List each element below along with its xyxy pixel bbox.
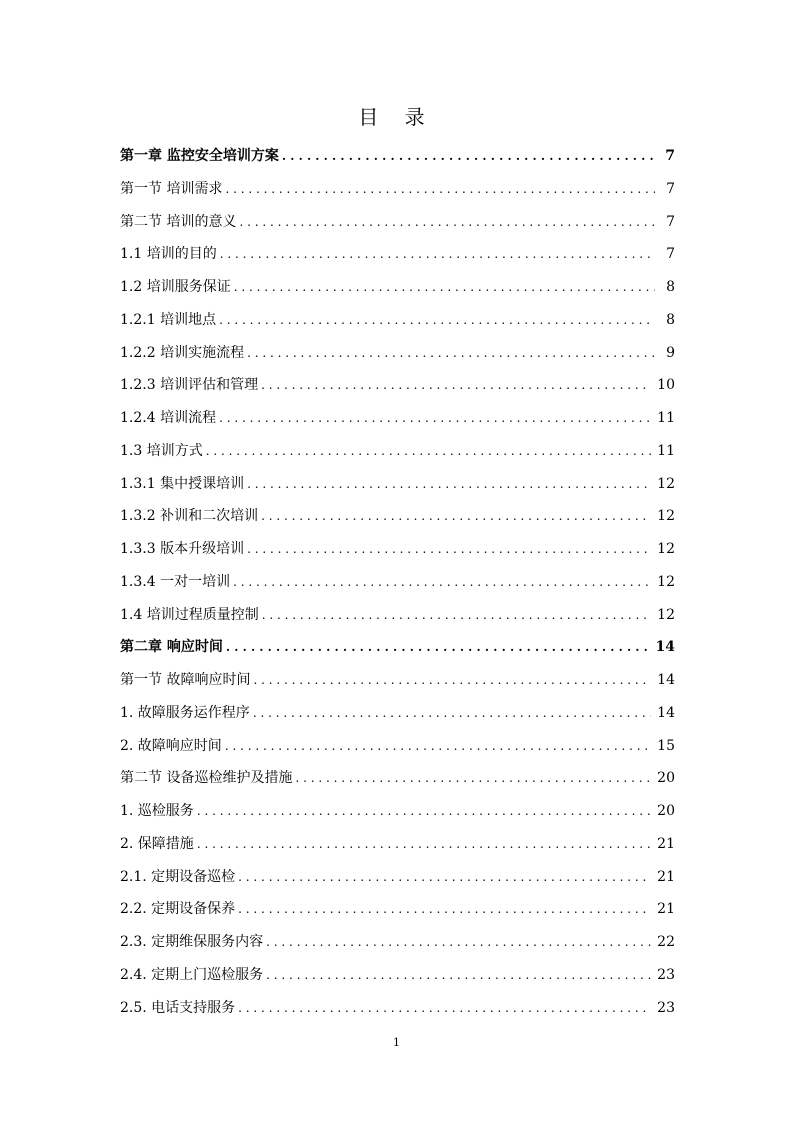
toc-entry-label: 2.4. 定期上门巡检服务 — [120, 966, 264, 983]
toc-leader-dots — [261, 500, 651, 533]
toc-entry-label: 1.3 培训方式 — [120, 442, 203, 459]
toc-entry[interactable] — [120, 337, 675, 370]
toc-entry-label: 1.3.1 集中授课培训 — [120, 475, 245, 492]
toc-entry-label: 1.2.2 培训实施流程 — [120, 344, 245, 361]
toc-entry-page: 21 — [657, 868, 675, 885]
toc-entry-page: 11 — [657, 410, 675, 426]
toc-entry[interactable] — [120, 468, 675, 501]
toc-entry[interactable] — [120, 795, 675, 828]
toc-entry-label: 1.2.3 培训评估和管理 — [120, 377, 259, 394]
toc-entry-page: 7 — [666, 246, 675, 263]
toc-entry-page: 9 — [666, 344, 675, 361]
toc-entry-page: 22 — [657, 934, 675, 950]
toc-entry[interactable] — [120, 664, 675, 697]
toc-leader-dots — [247, 337, 655, 370]
toc-entry-label: 2.2. 定期设备保养 — [120, 901, 236, 918]
toc-entry-label: 第一章 监控安全培训方案 — [120, 148, 279, 164]
toc-entry-page: 20 — [657, 803, 675, 819]
toc-entry-label: 2. 保障措施 — [120, 835, 194, 852]
toc-entry-label: 1. 故障服务运作程序 — [120, 704, 250, 721]
toc-entry-label: 1.2 培训服务保证 — [120, 279, 231, 295]
toc-entry-page: 12 — [657, 606, 675, 623]
toc-entry[interactable] — [120, 206, 675, 239]
toc-leader-dots — [253, 664, 651, 697]
toc-entry-label: 1.3.4 一对一培训 — [120, 573, 231, 590]
toc-entry-label: 第二节 培训的意义 — [120, 213, 237, 230]
toc-entry[interactable] — [120, 500, 675, 533]
toc-leader-dots — [247, 533, 651, 566]
toc-leader-dots — [220, 238, 655, 271]
toc-entry[interactable] — [120, 697, 675, 730]
toc-leader-dots — [225, 173, 655, 206]
toc-entry-label: 1.2.1 培训地点 — [120, 311, 217, 328]
toc-entry-label: 1.4 培训过程质量控制 — [120, 606, 259, 623]
toc-leader-dots — [238, 893, 651, 926]
toc-entry-page: 12 — [657, 573, 675, 590]
toc-leader-dots — [282, 140, 655, 173]
toc-entry[interactable] — [120, 828, 675, 861]
toc-leader-dots — [233, 566, 651, 599]
toc-entry-page: 7 — [666, 180, 675, 197]
toc-entry-label: 第一节 故障响应时间 — [120, 672, 251, 688]
toc-entry[interactable] — [120, 533, 675, 566]
page-title: 目 录 — [358, 105, 435, 129]
toc-entry[interactable] — [120, 566, 675, 599]
toc-entry[interactable] — [120, 762, 675, 795]
toc-entry-page: 21 — [657, 835, 675, 852]
toc-leader-dots — [239, 206, 655, 239]
toc-entry-label: 2.3. 定期维保服务内容 — [120, 934, 264, 950]
toc-entry[interactable] — [120, 631, 675, 664]
toc-leader-dots — [197, 828, 651, 861]
toc-leader-dots — [226, 631, 650, 664]
toc-entry-label: 第二节 设备巡检维护及措施 — [120, 770, 293, 787]
toc-entry-page: 7 — [666, 213, 675, 230]
toc-leader-dots — [225, 730, 651, 763]
toc-entry-label: 1. 巡检服务 — [120, 803, 194, 819]
toc-entry-page: 12 — [657, 541, 675, 557]
toc-entry-label: 1.3.2 补训和二次培训 — [120, 508, 259, 525]
toc-entry[interactable] — [120, 992, 675, 1025]
toc-entry-label: 第一节 培训需求 — [120, 180, 223, 197]
toc-entry-label: 1.1 培训的目的 — [120, 246, 217, 263]
toc-entry[interactable] — [120, 402, 675, 435]
toc-entry-page: 14 — [657, 672, 675, 688]
toc-leader-dots — [219, 304, 655, 337]
toc-leader-dots — [253, 697, 651, 730]
toc-entry-page: 14 — [655, 639, 675, 656]
toc-entry-page: 8 — [666, 311, 675, 328]
toc-entry-label: 2.1. 定期设备巡检 — [120, 868, 236, 885]
toc-entry-page: 8 — [666, 279, 675, 295]
toc-entry-page: 12 — [657, 475, 675, 492]
toc-leader-dots — [295, 762, 651, 795]
toc-leader-dots — [238, 992, 651, 1025]
toc-entry[interactable] — [120, 730, 675, 763]
toc-entry-page: 12 — [657, 508, 675, 525]
toc-entry[interactable] — [120, 304, 675, 337]
toc-entry-page: 14 — [657, 704, 675, 721]
toc-entry-page: 10 — [657, 377, 675, 394]
toc-entry-page: 11 — [657, 442, 675, 459]
toc-entry-label: 2. 故障响应时间 — [120, 737, 222, 754]
toc-entry[interactable] — [120, 893, 675, 926]
toc-entry[interactable] — [120, 599, 675, 632]
toc-leader-dots — [261, 369, 651, 402]
toc-leader-dots — [206, 435, 651, 468]
toc-entry-page: 23 — [657, 999, 675, 1016]
toc-entry-label: 第二章 响应时间 — [120, 639, 223, 656]
toc-entry[interactable] — [120, 173, 675, 206]
toc-leader-dots — [234, 271, 655, 304]
toc-leader-dots — [247, 468, 651, 501]
toc-entry[interactable] — [120, 861, 675, 894]
toc-leader-dots — [219, 402, 651, 435]
toc-entry[interactable] — [120, 271, 675, 304]
toc-entry[interactable] — [120, 959, 675, 992]
toc-entry[interactable] — [120, 369, 675, 402]
toc-leader-dots — [266, 959, 651, 992]
toc-leader-dots — [262, 599, 651, 632]
toc-entry[interactable] — [120, 435, 675, 468]
toc-entry-page: 21 — [657, 901, 675, 918]
toc-entry-page: 15 — [657, 737, 675, 754]
toc-entry-page: 7 — [665, 148, 675, 164]
toc-leader-dots — [238, 861, 651, 894]
toc-entry-label: 2.5. 电话支持服务 — [120, 999, 236, 1016]
toc-leader-dots — [197, 795, 651, 828]
toc-entry-label: 1.2.4 培训流程 — [120, 410, 217, 426]
toc-entry[interactable] — [120, 238, 675, 271]
table-of-contents — [120, 140, 675, 1024]
toc-entry-page: 23 — [657, 966, 675, 983]
toc-leader-dots — [266, 926, 651, 959]
toc-entry[interactable] — [120, 140, 675, 173]
page-number: 1 — [393, 1036, 400, 1049]
toc-entry-page: 20 — [657, 770, 675, 787]
toc-entry-label: 1.3.3 版本升级培训 — [120, 541, 245, 557]
toc-entry[interactable] — [120, 926, 675, 959]
